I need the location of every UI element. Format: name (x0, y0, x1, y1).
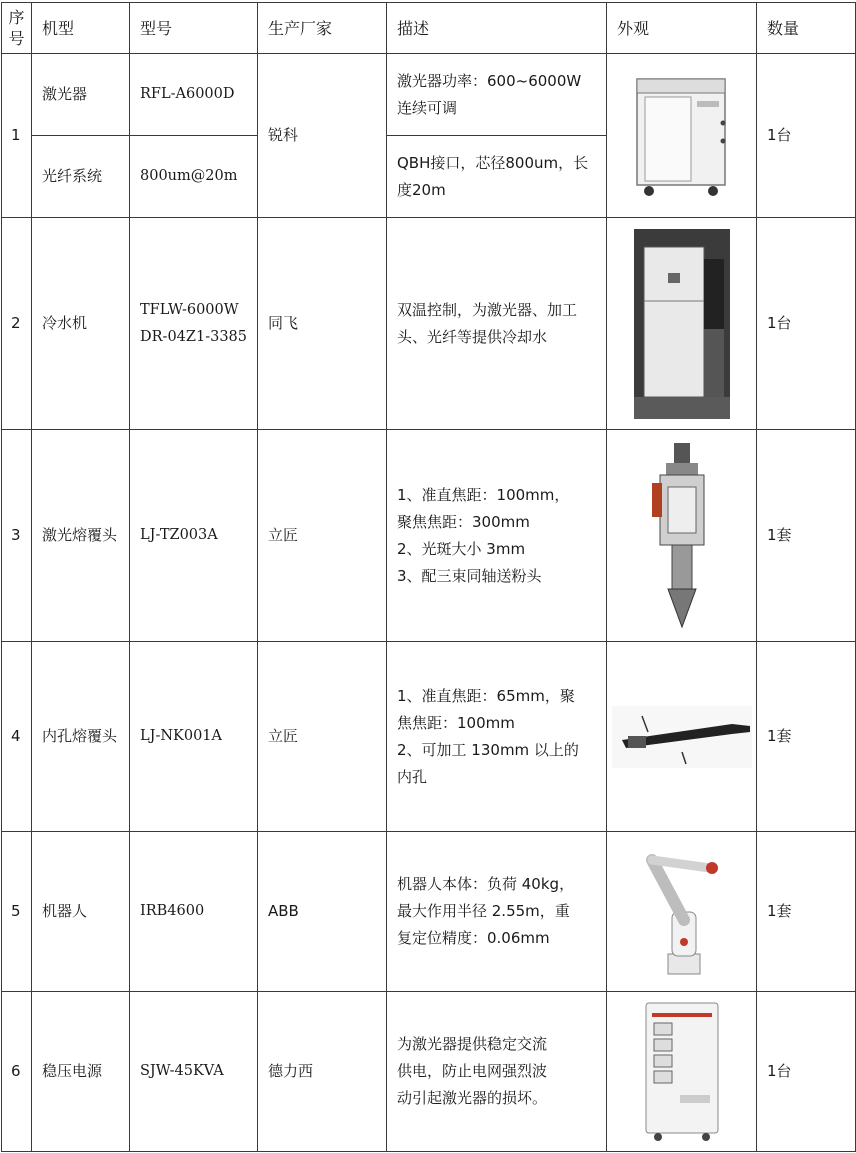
table-row (2, 832, 856, 992)
row-seq: 1 (2, 54, 32, 218)
desc-line: 内孔 (397, 767, 428, 786)
robot-arm-icon (632, 842, 732, 982)
row-qty: 1套 (757, 430, 856, 642)
row-maker: 同飞 (258, 218, 387, 430)
header-qty: 数量 (757, 3, 856, 54)
row-desc (387, 642, 607, 832)
row-model: LJ-TZ003A (130, 430, 258, 642)
row-model: TFLW-6000WDR-04Z1-3385 (130, 218, 258, 430)
desc-line: 动引起激光器的损坏。 (397, 1089, 548, 1107)
header-seq: 序号 (2, 3, 32, 54)
desc-line: 焦焦距：100mm (397, 713, 515, 732)
laser-cabinet-icon (627, 71, 737, 201)
voltage-stabilizer-icon (640, 999, 724, 1145)
water-chiller-image (607, 218, 757, 430)
desc-line: 2、光斑大小 3mm (397, 539, 526, 558)
row-desc (387, 992, 607, 1152)
row-maker: 立匠 (258, 430, 387, 642)
row-desc: 激光器功率：600~6000W连续可调 (387, 54, 607, 136)
row-seq: 5 (2, 832, 32, 992)
row-desc (387, 832, 607, 992)
equipment-table (1, 2, 856, 1152)
inner-bore-head-image (607, 642, 757, 832)
desc-line: 机器人本体：负荷 40kg， (397, 875, 575, 893)
row-maker: 德力西 (258, 992, 387, 1152)
row-model: LJ-NK001A (130, 642, 258, 832)
row-maker: 立匠 (258, 642, 387, 832)
row-name: 冷水机 (32, 218, 130, 430)
table-row (2, 430, 856, 642)
voltage-stabilizer-image (607, 992, 757, 1152)
row-name: 机器人 (32, 832, 130, 992)
table-row (2, 54, 856, 136)
laser-cabinet-image (607, 54, 757, 218)
header-desc: 描述 (387, 3, 607, 54)
row-model: SJW-45KVA (130, 992, 258, 1152)
header-maker: 生产厂家 (258, 3, 387, 54)
header-model: 型号 (130, 3, 258, 54)
row-seq: 2 (2, 218, 32, 430)
row-qty: 1台 (757, 218, 856, 430)
water-chiller-icon (634, 229, 730, 419)
row-maker: ABB (258, 832, 387, 992)
row-model: IRB4600 (130, 832, 258, 992)
row-qty: 1套 (757, 832, 856, 992)
header-name: 机型 (32, 3, 130, 54)
desc-line: 1、准直焦距：65mm，聚 (397, 686, 575, 705)
desc-line: 1、准直焦距：100mm， (397, 485, 570, 504)
header-row (2, 3, 856, 54)
header-look: 外观 (607, 3, 757, 54)
desc-line: 供电，防止电网强烈波 (397, 1062, 548, 1080)
table-row (2, 218, 856, 430)
row-seq: 4 (2, 642, 32, 832)
row-desc: 双温控制，为激光器、加工头、光纤等提供冷却水 (387, 218, 607, 430)
desc-line: 3、配三束同轴送粉头 (397, 566, 542, 585)
cladding-head-icon (642, 441, 722, 631)
row-seq: 6 (2, 992, 32, 1152)
row-seq: 3 (2, 430, 32, 642)
desc-line: 2、可加工 130mm 以上的 (397, 740, 579, 759)
inner-bore-head-icon (612, 702, 752, 772)
row-model: RFL-A6000D (130, 54, 258, 136)
row-qty: 1套 (757, 642, 856, 832)
row-name: 内孔熔覆头 (32, 642, 130, 832)
row-desc: QBH接口，芯径800um，长度20m (387, 136, 607, 218)
cladding-head-image (607, 430, 757, 642)
robot-arm-image (607, 832, 757, 992)
row-qty: 1台 (757, 992, 856, 1152)
desc-line: 最大作用半径 2.55m，重 (397, 902, 570, 920)
row-name: 激光器 (32, 54, 130, 136)
desc-line: 复定位精度：0.06mm (397, 929, 550, 947)
row-maker: 锐科 (258, 54, 387, 218)
desc-line: 为激光器提供稳定交流 (397, 1035, 548, 1053)
row-desc (387, 430, 607, 642)
row-name: 光纤系统 (32, 136, 130, 218)
row-name: 稳压电源 (32, 992, 130, 1152)
row-name: 激光熔覆头 (32, 430, 130, 642)
desc-line: 聚焦焦距：300mm (397, 512, 530, 531)
row-model: 800um@20m (130, 136, 258, 218)
table-row (2, 992, 856, 1152)
row-qty: 1台 (757, 54, 856, 218)
table-row (2, 642, 856, 832)
